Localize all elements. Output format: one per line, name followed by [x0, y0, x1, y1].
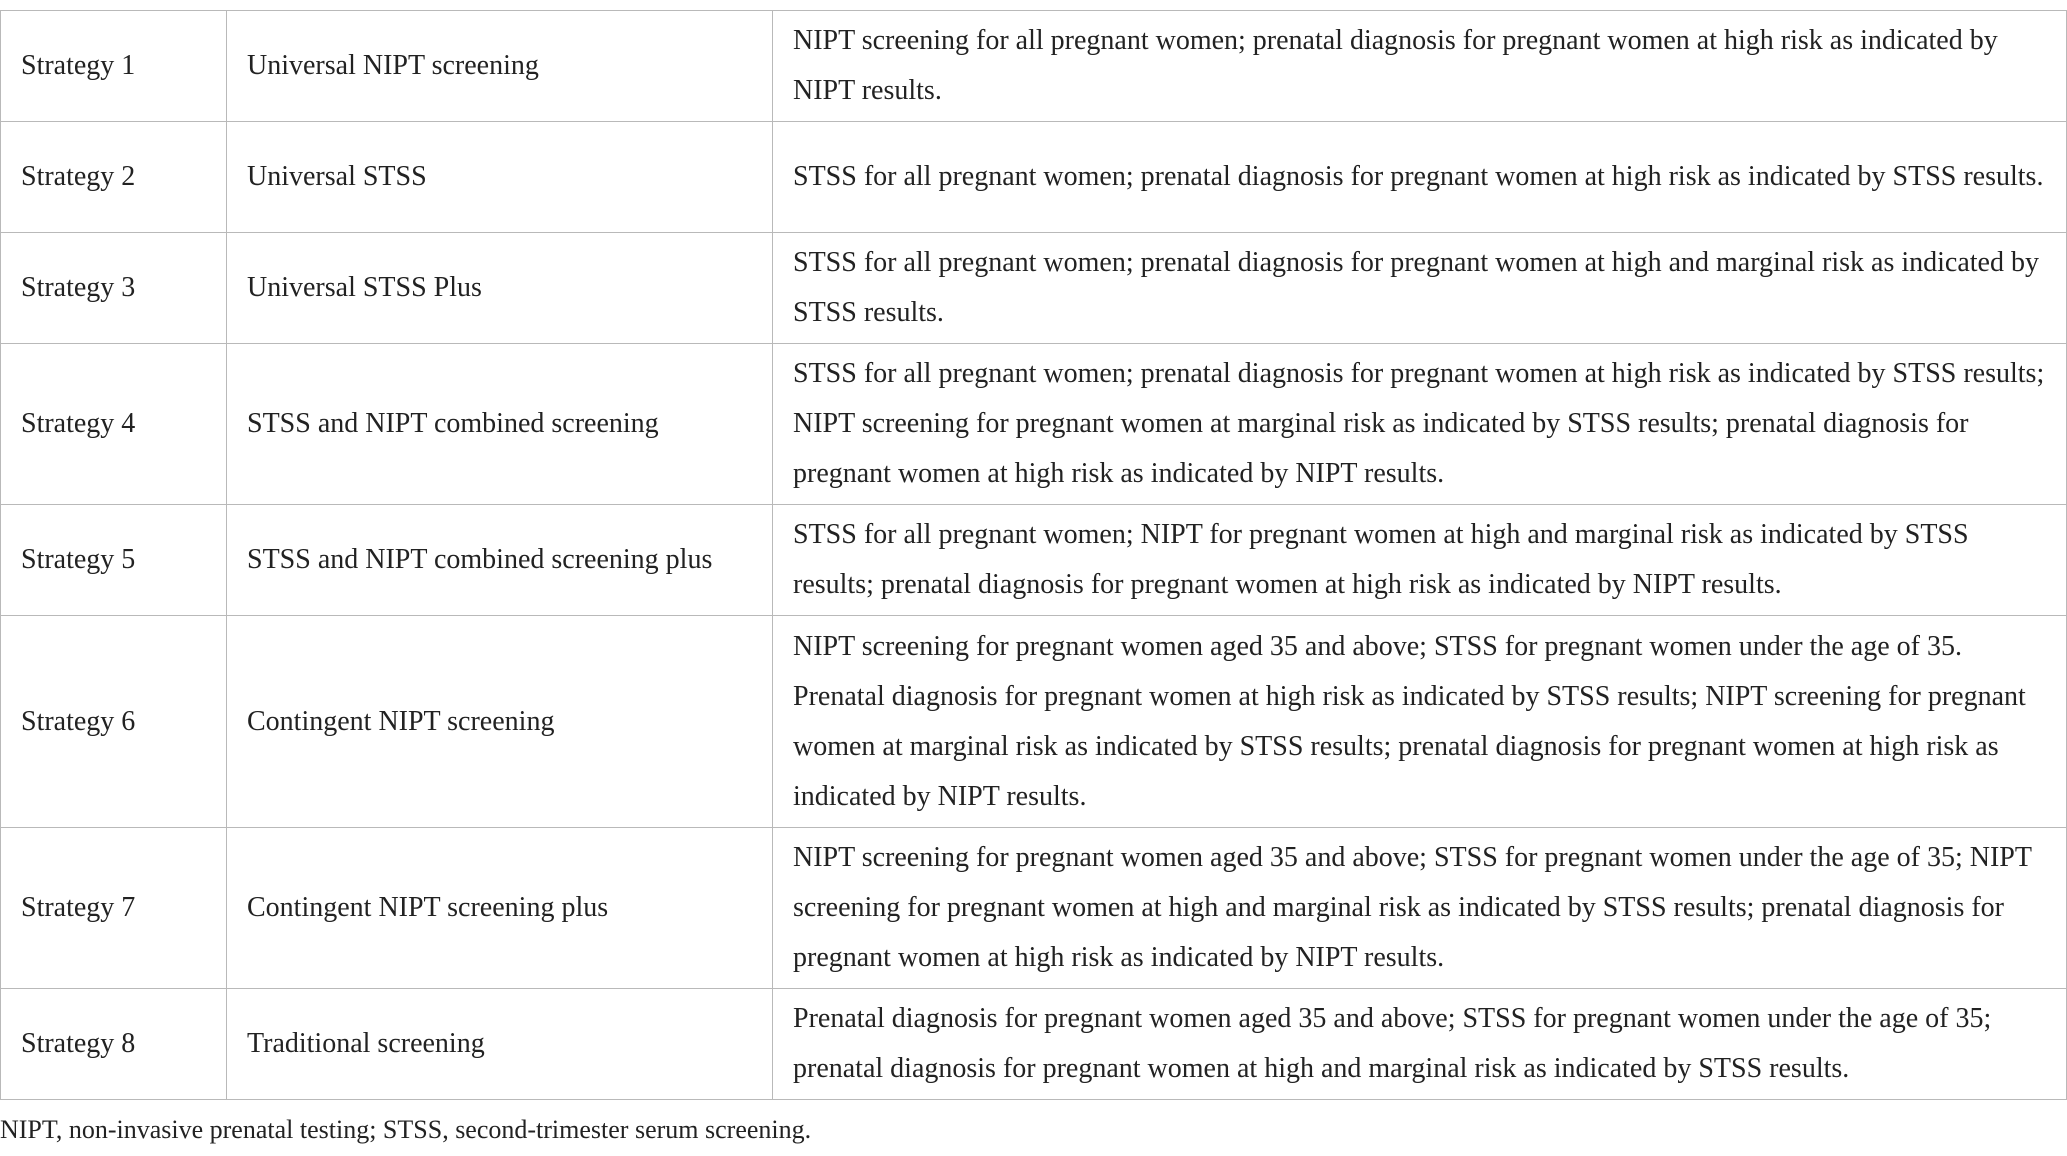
strategy-description-cell: STSS for all pregnant women; prenatal diagnosis for pregnant women at high risk as indicated by STSS results; NIPT screening for pregnant women at marginal risk as indicated by STSS results; prenatal diagnosis for pregnant women at high risk as indicated by NIPT results. [773, 344, 2067, 505]
table-row [1, 505, 2067, 616]
table-row [1, 828, 2067, 989]
strategy-cell: Strategy 2 [1, 122, 227, 233]
strategy-name-cell: Universal STSS Plus [227, 233, 773, 344]
strategy-description-cell: NIPT screening for pregnant women aged 35 and above; STSS for pregnant women under the age of 35; NIPT screening for pregnant women at high and marginal risk as indicated by STSS results; prenatal diagnosis for pregnant women at high risk as indicated by NIPT results. [773, 828, 2067, 989]
strategy-cell: Strategy 4 [1, 344, 227, 505]
strategy-cell: Strategy 1 [1, 11, 227, 122]
table-row [1, 11, 2067, 122]
table-row [1, 233, 2067, 344]
strategy-description-cell: NIPT screening for pregnant women aged 35 and above; STSS for pregnant women under the age of 35. Prenatal diagnosis for pregnant women at high risk as indicated by STSS results; NIPT screening for pregnant women at marginal risk as indicated by STSS results; prenatal diagnosis for pregnant women at high risk as indicated by NIPT results. [773, 616, 2067, 828]
strategy-description-cell: STSS for all pregnant women; prenatal diagnosis for pregnant women at high and marginal risk as indicated by STSS results. [773, 233, 2067, 344]
strategy-description-cell: Prenatal diagnosis for pregnant women aged 35 and above; STSS for pregnant women under the age of 35; prenatal diagnosis for pregnant women at high and marginal risk as indicated by STSS results. [773, 989, 2067, 1100]
strategy-name-cell: Universal STSS [227, 122, 773, 233]
strategy-cell: Strategy 5 [1, 505, 227, 616]
strategy-table [0, 10, 2067, 1100]
strategy-cell: Strategy 7 [1, 828, 227, 989]
strategy-description-cell: STSS for all pregnant women; NIPT for pregnant women at high and marginal risk as indicated by STSS results; prenatal diagnosis for pregnant women at high risk as indicated by NIPT results. [773, 505, 2067, 616]
table-footnote: NIPT, non-invasive prenatal testing; STSS, second-trimester serum screening. [0, 1115, 812, 1144]
table-row [1, 122, 2067, 233]
strategy-description-cell: STSS for all pregnant women; prenatal diagnosis for pregnant women at high risk as indicated by STSS results. [773, 122, 2067, 233]
strategy-name-cell: Universal NIPT screening [227, 11, 773, 122]
strategy-cell: Strategy 8 [1, 989, 227, 1100]
strategy-name-cell: Contingent NIPT screening [227, 616, 773, 828]
table-row [1, 344, 2067, 505]
strategy-description-cell: NIPT screening for all pregnant women; prenatal diagnosis for pregnant women at high risk as indicated by NIPT results. [773, 11, 2067, 122]
table-row [1, 616, 2067, 828]
strategy-name-cell: STSS and NIPT combined screening plus [227, 505, 773, 616]
strategy-name-cell: Contingent NIPT screening plus [227, 828, 773, 989]
strategy-cell: Strategy 6 [1, 616, 227, 828]
strategy-name-cell: STSS and NIPT combined screening [227, 344, 773, 505]
strategy-name-cell: Traditional screening [227, 989, 773, 1100]
table-row [1, 989, 2067, 1100]
strategy-cell: Strategy 3 [1, 233, 227, 344]
